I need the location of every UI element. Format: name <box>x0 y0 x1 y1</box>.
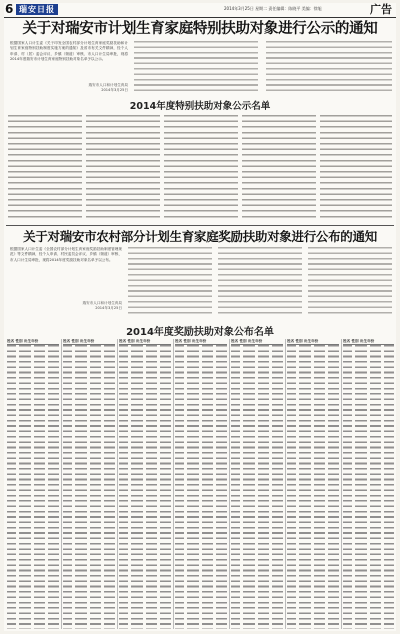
notice2-headline: 关于对瑞安市农村部分计划生育家庭奖励扶助对象进行公布的通知 <box>23 229 377 244</box>
notice2-body-col3 <box>218 247 302 317</box>
table-separator <box>173 339 174 629</box>
masthead-meta: 2014年3月25日 星期二 责任编辑：陈晓平 美编：徐旭 <box>224 6 322 11</box>
award-table-col2: 姓名 性别 出生年份 <box>63 339 115 629</box>
notice1-body-col3 <box>266 41 392 93</box>
table-separator <box>61 339 62 629</box>
section-label: 广告 <box>370 3 392 16</box>
award-table-col5: 姓名 性别 出生年份 <box>231 339 283 629</box>
notice2-signature: 瑞安市人口和计划生育局 2014年3月25日 <box>82 301 122 310</box>
page-number: 6 <box>5 2 14 16</box>
notice1-list-title: 2014年度特别扶助对象公示名单 <box>129 101 271 112</box>
special-list-col2 <box>86 115 160 219</box>
divider <box>6 225 394 226</box>
award-table-col6: 姓名 性别 出生年份 <box>287 339 339 629</box>
notice2-intro: 根据国家人口计生委《全国农村部分计划生育家庭奖励扶助制度管理规范》等文件精神，经个人申请、村民委员会评议、乡镇（街道）审核、市人口计生局审批，现将2014年度奖励扶助对象名单予以公布。 <box>10 247 122 262</box>
award-table-col1: 姓名 性别 出生年份 <box>7 339 59 629</box>
table-separator <box>341 339 342 629</box>
notice1-headline: 关于对瑞安市计划生育家庭特别扶助对象进行公示的通知 <box>22 21 378 37</box>
table-separator <box>285 339 286 629</box>
notice2-list-title: 2014年度奖励扶助对象公布名单 <box>126 327 274 338</box>
special-list-col4 <box>242 115 316 219</box>
newspaper-logo: 瑞安日报 <box>16 4 58 15</box>
notice1-intro: 根据国家人口计生委《关于印发全国农村部分计划生育家庭奖励扶助和计划生育家庭特别扶助制度实施方案的通知》及省市有关文件精神，经个人申请、村（居）委会评议、乡镇（街道）审核、市人口计生局审批，现将2014年度瑞安市计划生育家庭特别扶助对象名单予以公示。 <box>10 41 128 62</box>
notice1-body-col2 <box>134 41 258 93</box>
notice1-signature: 瑞安市人口和计划生育局 2014年3月25日 <box>88 83 128 92</box>
award-table-col7: 姓名 性别 出生年份 <box>343 339 394 629</box>
special-list-col3 <box>164 115 238 219</box>
masthead <box>4 3 396 18</box>
table-separator <box>229 339 230 629</box>
special-list-col5 <box>320 115 392 219</box>
notice2-body-col2 <box>128 247 212 317</box>
award-table-col4: 姓名 性别 出生年份 <box>175 339 227 629</box>
special-list-col1 <box>8 115 82 219</box>
award-table-col3: 姓名 性别 出生年份 <box>119 339 171 629</box>
notice2-body-col4 <box>308 247 392 317</box>
table-separator <box>117 339 118 629</box>
newspaper-page <box>4 3 396 631</box>
